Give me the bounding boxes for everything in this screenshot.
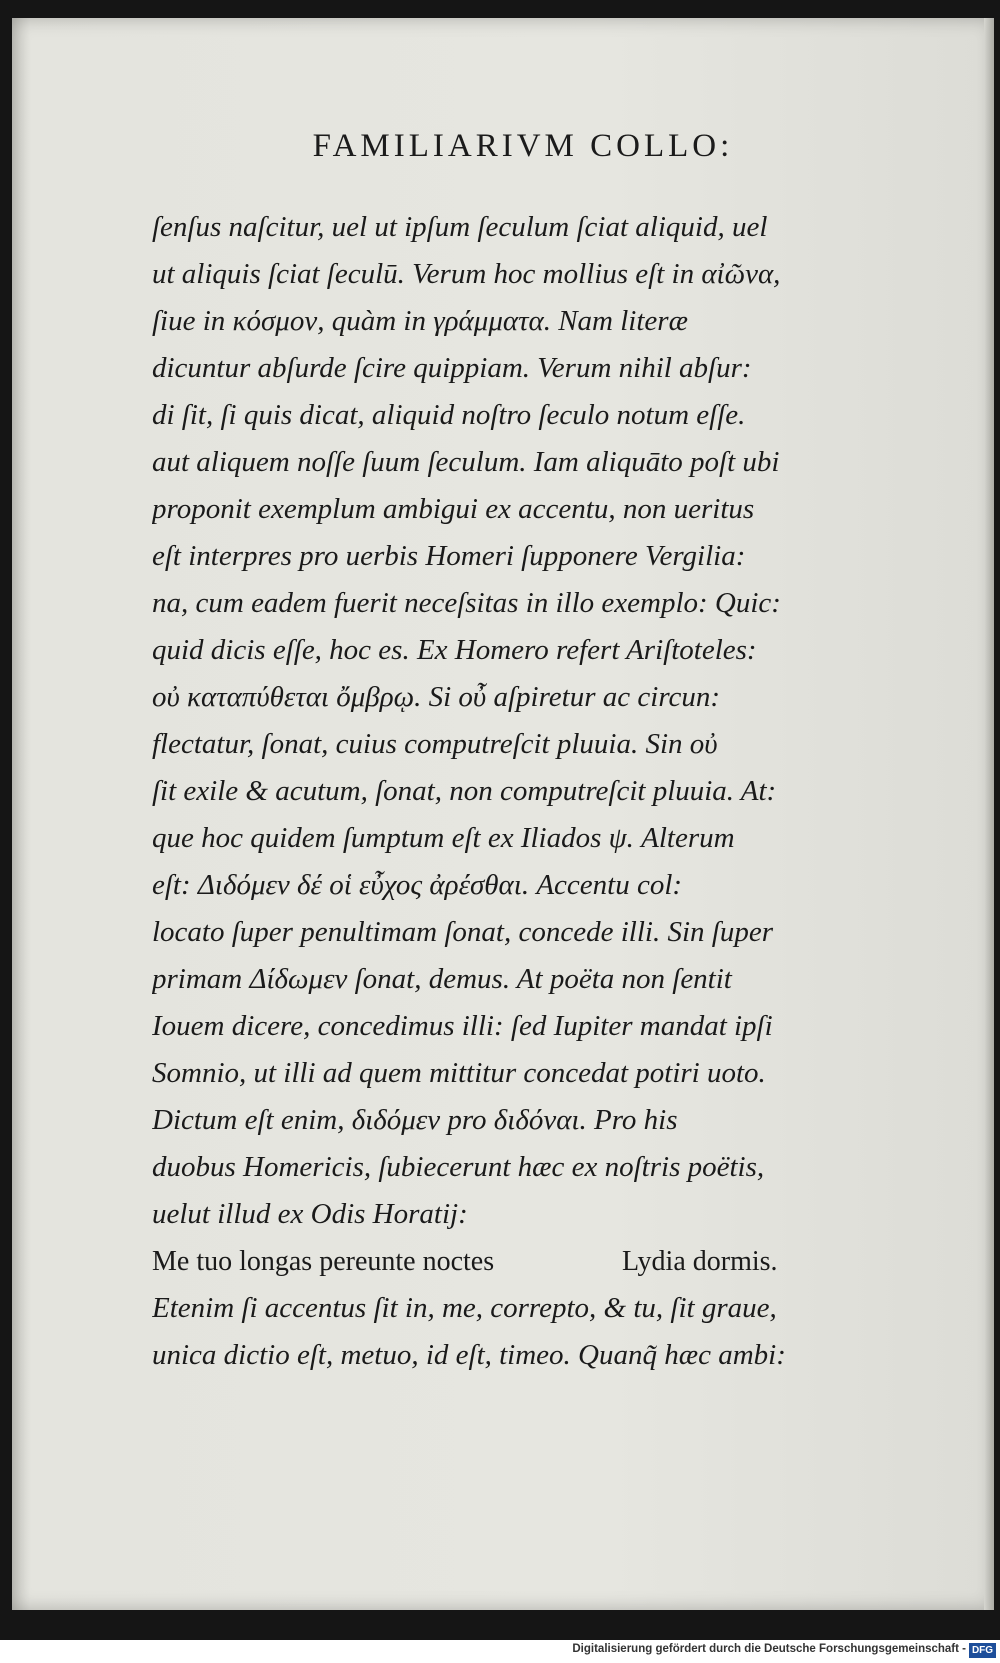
text-line: Dictum eſt enim, διδόμεν pro διδόναι. Pro his: [152, 1104, 678, 1136]
dfg-logo: DFG: [969, 1643, 996, 1658]
text-line: proponit exemplum ambigui ex accentu, non ueritus: [152, 493, 755, 525]
text-line: uelut illud ex Odis Horatij:: [152, 1198, 468, 1230]
text-line: ut aliquis ſciat ſeculū. Verum hoc mollius eſt in αἰῶνα,: [152, 258, 781, 290]
text-line: primam Δίδωμεν ſonat, demus. At poëta non ſentit: [152, 963, 732, 995]
text-line: eſt interpres pro uerbis Homeri ſupponere Vergilia:: [152, 540, 746, 572]
text-line: na, cum eadem fuerit neceſsitas in illo exemplo: Quic:: [152, 587, 781, 619]
text-line: Somnio, ut illi ad quem mittitur concedat potiri uoto.: [152, 1057, 766, 1089]
footer-bar: [0, 1640, 1000, 1663]
text-line: ſenſus naſcitur, uel ut ipſum ſeculum ſciat aliquid, uel: [152, 211, 768, 243]
page-edge: [984, 18, 994, 1610]
text-line: locato ſuper penultimam ſonat, concede illi. Sin ſuper: [152, 916, 773, 948]
running-head: FAMILIARIVM COLLO:: [312, 128, 734, 164]
text-line: di ſit, ſi quis dicat, aliquid noſtro ſeculo notum eſſe.: [152, 399, 746, 431]
text-line: flectatur, ſonat, cuius computreſcit pluuia. Sin οὐ: [152, 728, 718, 760]
text-line: quid dicis eſſe, hoc es. Ex Homero refert Ariſtoteles:: [152, 634, 757, 666]
text-line: ſiue in κόσμον, quàm in γράμματα. Nam literæ: [152, 305, 688, 337]
book-page: [12, 18, 994, 1610]
text-line: duobus Homericis, ſubiecerunt hæc ex noſtris poëtis,: [152, 1151, 765, 1183]
verse-line: [152, 1238, 942, 1285]
text-block: [152, 204, 942, 1379]
footer-credit: Digitalisierung gefördert durch die Deutsche Forschungsgemeinschaft -: [572, 1643, 966, 1655]
text-line: dicuntur abſurde ſcire quippiam. Verum nihil abſur:: [152, 352, 752, 384]
text-line: ſit exile & acutum, ſonat, non computreſcit pluuia. At:: [152, 775, 777, 807]
text-line: unica dictio eſt, metuo, id eſt, timeo. Quanq̃ hæc ambi:: [152, 1339, 786, 1371]
verse-line-start: Me tuo longas pereunte noctes: [152, 1246, 495, 1277]
text-line: Etenim ſi accentus ſit in, me, correpto, & tu, ſit graue,: [152, 1292, 777, 1324]
text-line: οὐ καταπύθεται ὄμβρῳ. Si οὖ aſpiretur ac circun:: [152, 681, 721, 713]
text-line: que hoc quidem ſumptum eſt ex Iliados ψ. Alterum: [152, 822, 735, 854]
text-line: aut aliquem noſſe ſuum ſeculum. Iam aliquāto poſt ubi: [152, 446, 780, 478]
text-line: eſt: Διδόμεν δέ οἱ εὖχος ἀρέσθαι. Accentu col:: [152, 869, 683, 901]
verse-line-end: Lydia dormis.: [622, 1246, 778, 1277]
text-line: Iouem dicere, concedimus illi: ſed Iupiter mandat ipſi: [152, 1010, 773, 1042]
